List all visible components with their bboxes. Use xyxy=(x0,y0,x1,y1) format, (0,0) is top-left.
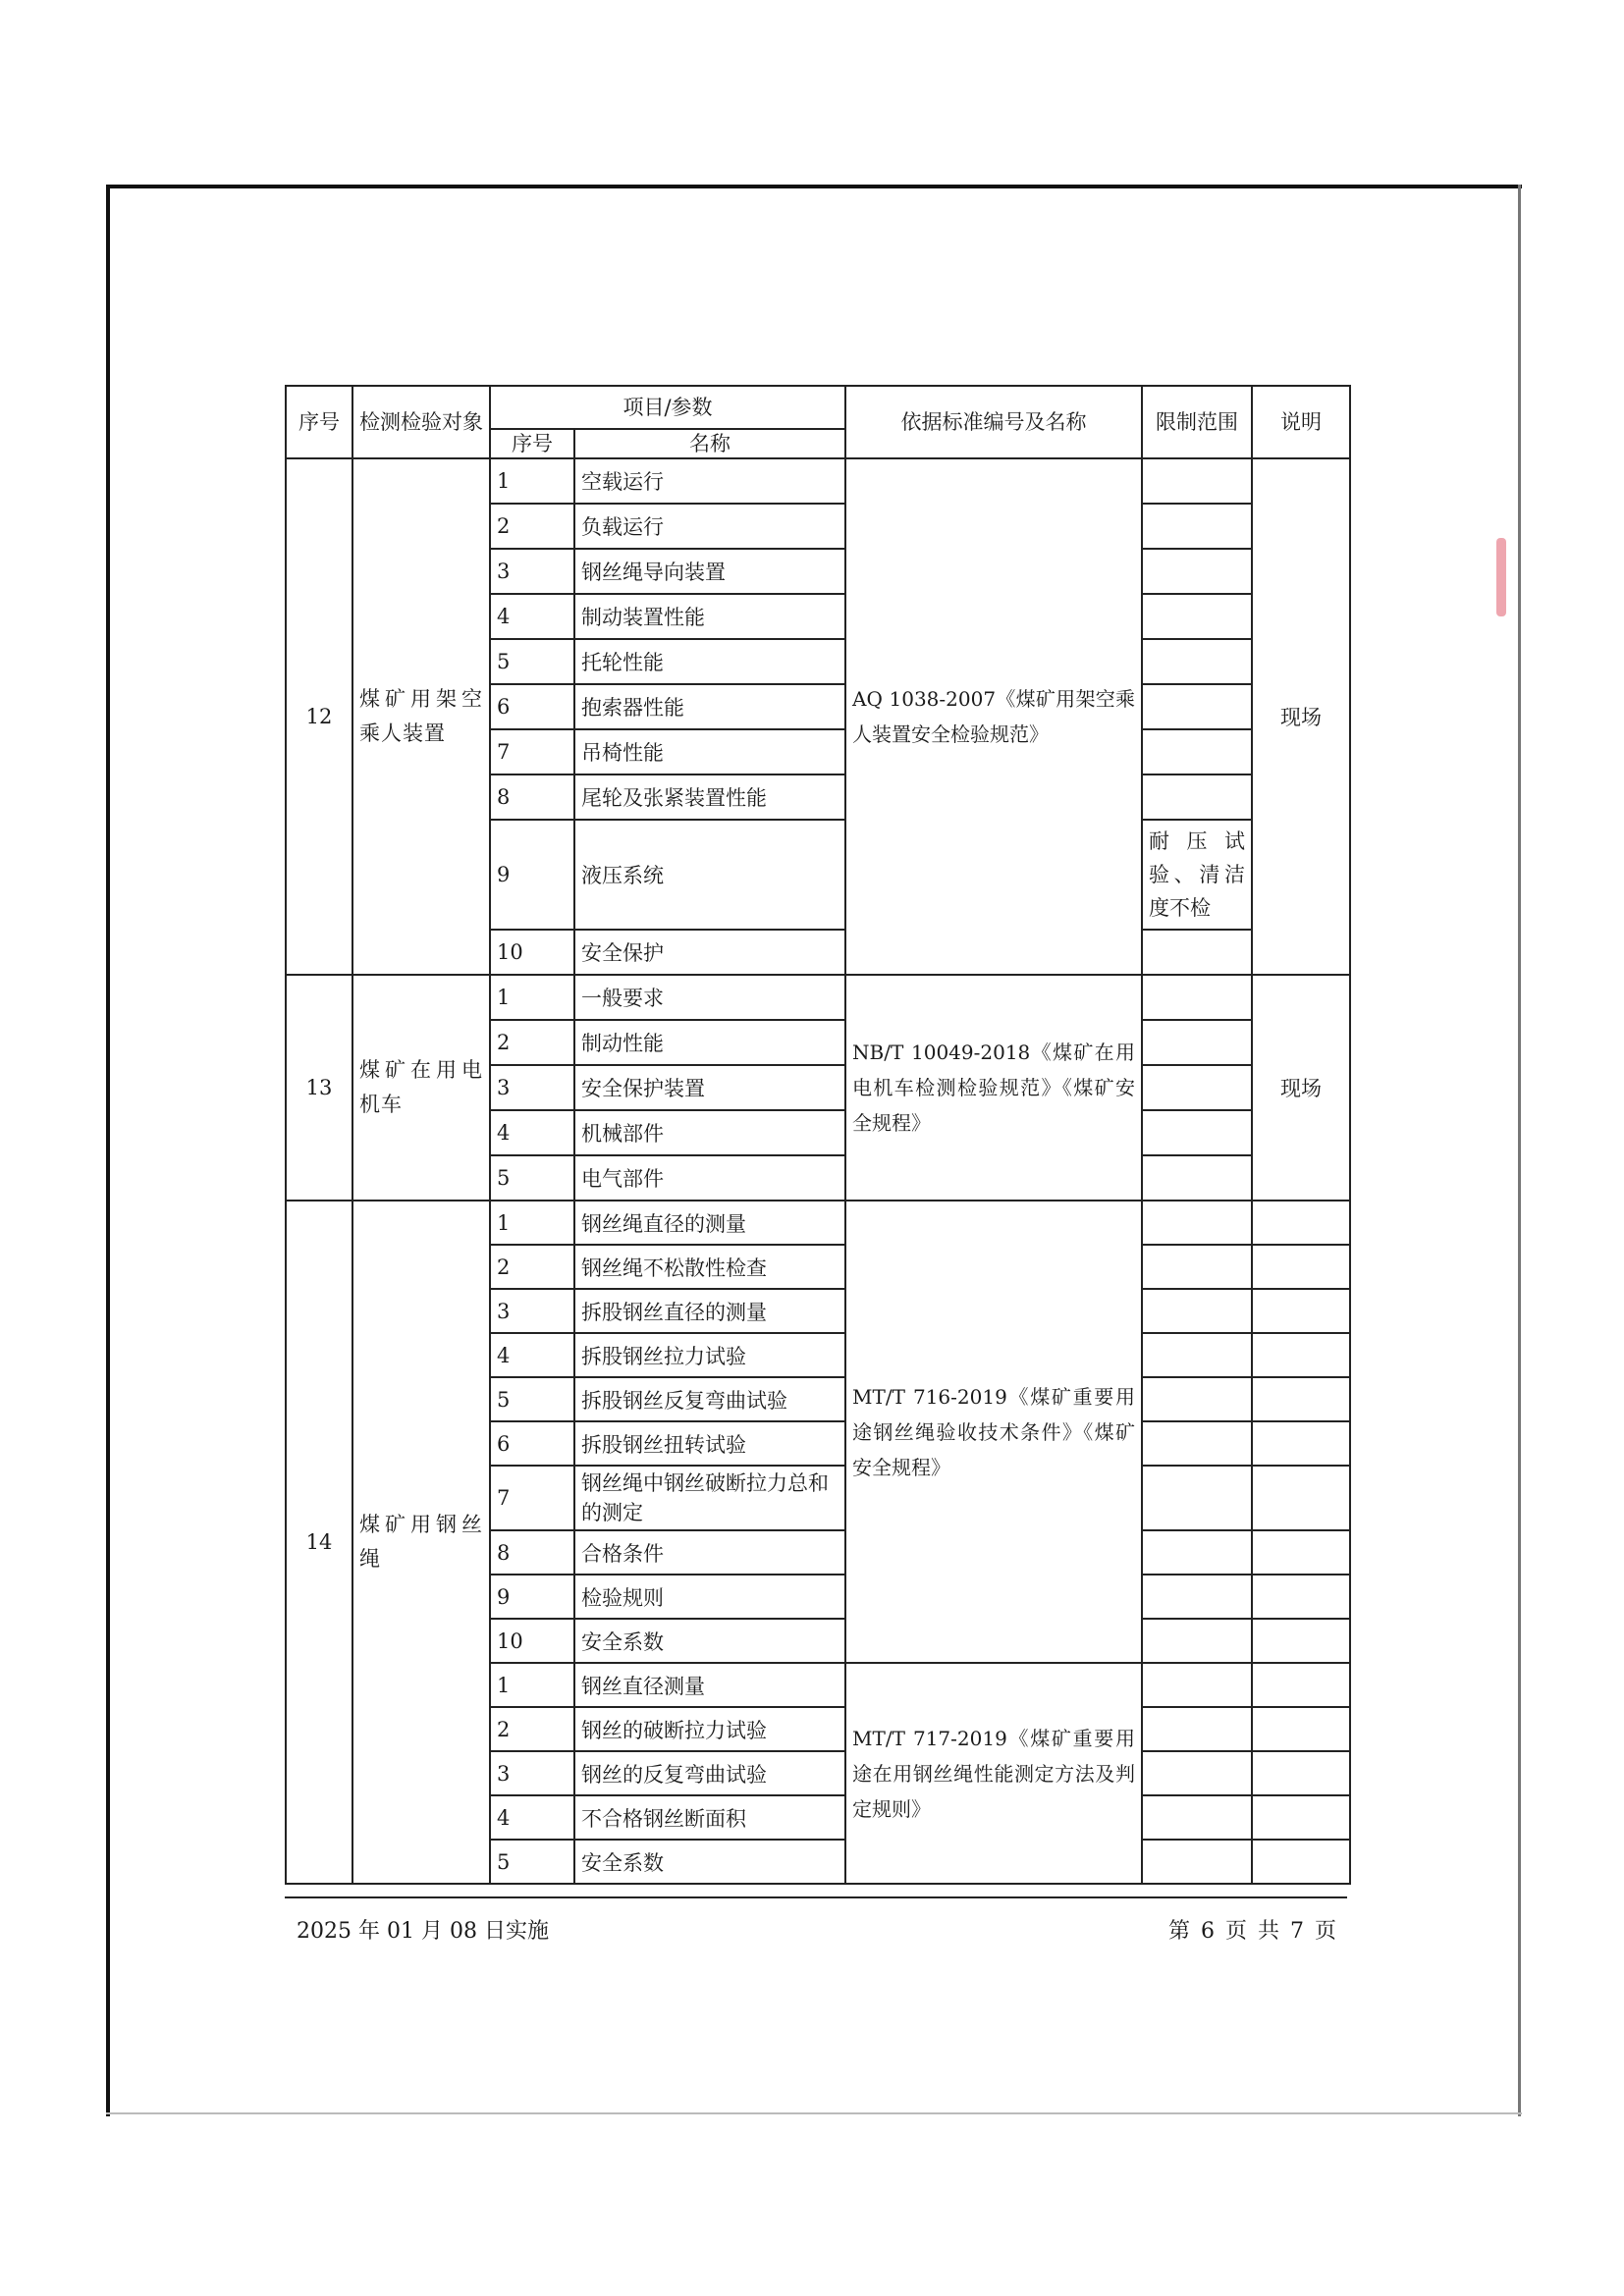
header-row-1 xyxy=(286,386,1350,429)
item-note xyxy=(1252,1530,1350,1575)
footer-rule xyxy=(285,1896,1347,1898)
section-standard: AQ 1038-2007《煤矿用架空乘人装置安全检验规范》 xyxy=(845,458,1142,975)
item-name: 钢丝绳导向装置 xyxy=(574,549,845,594)
item-name: 安全保护装置 xyxy=(574,1065,845,1110)
item-name: 钢丝绳直径的测量 xyxy=(574,1201,845,1245)
item-no: 2 xyxy=(490,504,574,549)
item-limit xyxy=(1142,1020,1252,1065)
section-note: 现场 xyxy=(1252,975,1350,1201)
section-seq: 14 xyxy=(286,1201,352,1884)
item-limit xyxy=(1142,1707,1252,1751)
item-note xyxy=(1252,1421,1350,1466)
item-limit xyxy=(1142,1065,1252,1110)
header-object: 检测检验对象 xyxy=(352,386,490,458)
item-no: 8 xyxy=(490,774,574,820)
item-limit xyxy=(1142,1245,1252,1289)
item-limit xyxy=(1142,1840,1252,1884)
item-note xyxy=(1252,1751,1350,1795)
item-no: 4 xyxy=(490,1333,574,1377)
item-limit xyxy=(1142,1466,1252,1530)
item-name: 钢丝的破断拉力试验 xyxy=(574,1707,845,1751)
item-name: 制动性能 xyxy=(574,1020,845,1065)
item-limit xyxy=(1142,1333,1252,1377)
item-no: 4 xyxy=(490,1795,574,1840)
item-limit xyxy=(1142,1201,1252,1245)
item-no: 9 xyxy=(490,820,574,930)
scan-edge-bottom xyxy=(106,2112,1522,2114)
item-name: 液压系统 xyxy=(574,820,845,930)
item-note xyxy=(1252,1707,1350,1751)
item-name: 一般要求 xyxy=(574,975,845,1020)
scan-edge-right xyxy=(1518,185,1521,2116)
header-item-name: 名称 xyxy=(574,429,845,458)
section-seq: 13 xyxy=(286,975,352,1201)
item-no: 1 xyxy=(490,1663,574,1707)
item-no: 10 xyxy=(490,1619,574,1663)
item-no: 5 xyxy=(490,639,574,684)
header-limit: 限制范围 xyxy=(1142,386,1252,458)
table-row xyxy=(286,975,1350,1020)
item-limit xyxy=(1142,639,1252,684)
item-name: 钢丝绳不松散性检查 xyxy=(574,1245,845,1289)
item-limit xyxy=(1142,504,1252,549)
item-no: 5 xyxy=(490,1840,574,1884)
item-note xyxy=(1252,1575,1350,1619)
item-name: 拆股钢丝拉力试验 xyxy=(574,1333,845,1377)
page-indicator: 第 6 页 共 7 页 xyxy=(1168,1919,1338,1944)
item-no: 5 xyxy=(490,1377,574,1421)
item-name: 拆股钢丝直径的测量 xyxy=(574,1289,845,1333)
header-standard: 依据标准编号及名称 xyxy=(845,386,1142,458)
item-limit xyxy=(1142,930,1252,975)
section-standard: MT/T 717-2019《煤矿重要用途在用钢丝绳性能测定方法及判定规则》 xyxy=(845,1663,1142,1884)
item-limit xyxy=(1142,549,1252,594)
section-seq: 12 xyxy=(286,458,352,975)
item-no: 1 xyxy=(490,458,574,504)
item-no: 2 xyxy=(490,1245,574,1289)
item-name: 电气部件 xyxy=(574,1155,845,1201)
item-name: 空载运行 xyxy=(574,458,845,504)
item-no: 1 xyxy=(490,1201,574,1245)
scan-edge-top xyxy=(106,185,1522,188)
item-name: 安全系数 xyxy=(574,1840,845,1884)
item-note xyxy=(1252,1840,1350,1884)
item-no: 3 xyxy=(490,1065,574,1110)
item-no: 5 xyxy=(490,1155,574,1201)
item-no: 4 xyxy=(490,594,574,639)
header-item-no: 序号 xyxy=(490,429,574,458)
section-note: 现场 xyxy=(1252,458,1350,975)
header-note: 说明 xyxy=(1252,386,1350,458)
table-row xyxy=(286,458,1350,504)
item-name: 托轮性能 xyxy=(574,639,845,684)
item-no: 10 xyxy=(490,930,574,975)
item-no: 8 xyxy=(490,1530,574,1575)
item-note xyxy=(1252,1333,1350,1377)
item-name: 钢丝的反复弯曲试验 xyxy=(574,1751,845,1795)
item-limit xyxy=(1142,684,1252,729)
item-name: 尾轮及张紧装置性能 xyxy=(574,774,845,820)
inspection-scope-table xyxy=(285,385,1351,1885)
item-limit xyxy=(1142,774,1252,820)
item-note xyxy=(1252,1201,1350,1245)
item-limit xyxy=(1142,458,1252,504)
section-standard: MT/T 716-2019《煤矿重要用途钢丝绳验收技术条件》《煤矿安全规程》 xyxy=(845,1201,1142,1663)
item-limit xyxy=(1142,1530,1252,1575)
item-name: 不合格钢丝断面积 xyxy=(574,1795,845,1840)
item-limit xyxy=(1142,1377,1252,1421)
item-note xyxy=(1252,1377,1350,1421)
item-name: 钢丝绳中钢丝破断拉力总和的测定 xyxy=(574,1466,845,1530)
item-name: 拆股钢丝扭转试验 xyxy=(574,1421,845,1466)
item-limit xyxy=(1142,1663,1252,1707)
section-object: 煤矿在用电机车 xyxy=(352,975,490,1201)
item-note xyxy=(1252,1289,1350,1333)
item-no: 6 xyxy=(490,684,574,729)
item-name: 安全保护 xyxy=(574,930,845,975)
item-limit xyxy=(1142,1751,1252,1795)
item-name: 检验规则 xyxy=(574,1575,845,1619)
section-object: 煤矿用钢丝绳 xyxy=(352,1201,490,1884)
item-no: 9 xyxy=(490,1575,574,1619)
table-row xyxy=(286,1201,1350,1245)
item-no: 3 xyxy=(490,1751,574,1795)
effective-date: 2025 年 01 月 08 日实施 xyxy=(297,1919,549,1944)
item-no: 2 xyxy=(490,1707,574,1751)
item-no: 4 xyxy=(490,1110,574,1155)
item-no: 3 xyxy=(490,1289,574,1333)
header-seq: 序号 xyxy=(286,386,352,458)
item-no: 7 xyxy=(490,729,574,774)
item-note xyxy=(1252,1466,1350,1530)
header-items-group: 项目/参数 xyxy=(490,386,845,429)
item-note xyxy=(1252,1619,1350,1663)
item-no: 1 xyxy=(490,975,574,1020)
item-limit xyxy=(1142,1795,1252,1840)
section-object: 煤矿用架空乘人装置 xyxy=(352,458,490,975)
item-note xyxy=(1252,1245,1350,1289)
item-no: 7 xyxy=(490,1466,574,1530)
item-no: 6 xyxy=(490,1421,574,1466)
item-name: 机械部件 xyxy=(574,1110,845,1155)
item-limit xyxy=(1142,1575,1252,1619)
item-name: 合格条件 xyxy=(574,1530,845,1575)
item-limit xyxy=(1142,975,1252,1020)
item-limit xyxy=(1142,594,1252,639)
item-note xyxy=(1252,1663,1350,1707)
item-name: 抱索器性能 xyxy=(574,684,845,729)
item-name: 负载运行 xyxy=(574,504,845,549)
item-name: 钢丝直径测量 xyxy=(574,1663,845,1707)
item-limit xyxy=(1142,1110,1252,1155)
item-limit xyxy=(1142,1421,1252,1466)
item-name: 制动装置性能 xyxy=(574,594,845,639)
item-note xyxy=(1252,1795,1350,1840)
item-limit xyxy=(1142,1289,1252,1333)
item-no: 2 xyxy=(490,1020,574,1065)
seal-edge-mark xyxy=(1496,538,1506,616)
item-limit xyxy=(1142,729,1252,774)
item-limit: 耐压试验、清洁度不检 xyxy=(1142,820,1252,930)
scan-edge-left xyxy=(106,185,110,2116)
item-name: 拆股钢丝反复弯曲试验 xyxy=(574,1377,845,1421)
item-no: 3 xyxy=(490,549,574,594)
item-limit xyxy=(1142,1619,1252,1663)
item-limit xyxy=(1142,1155,1252,1201)
item-name: 吊椅性能 xyxy=(574,729,845,774)
section-standard: NB/T 10049-2018《煤矿在用电机车检测检验规范》《煤矿安全规程》 xyxy=(845,975,1142,1201)
item-name: 安全系数 xyxy=(574,1619,845,1663)
